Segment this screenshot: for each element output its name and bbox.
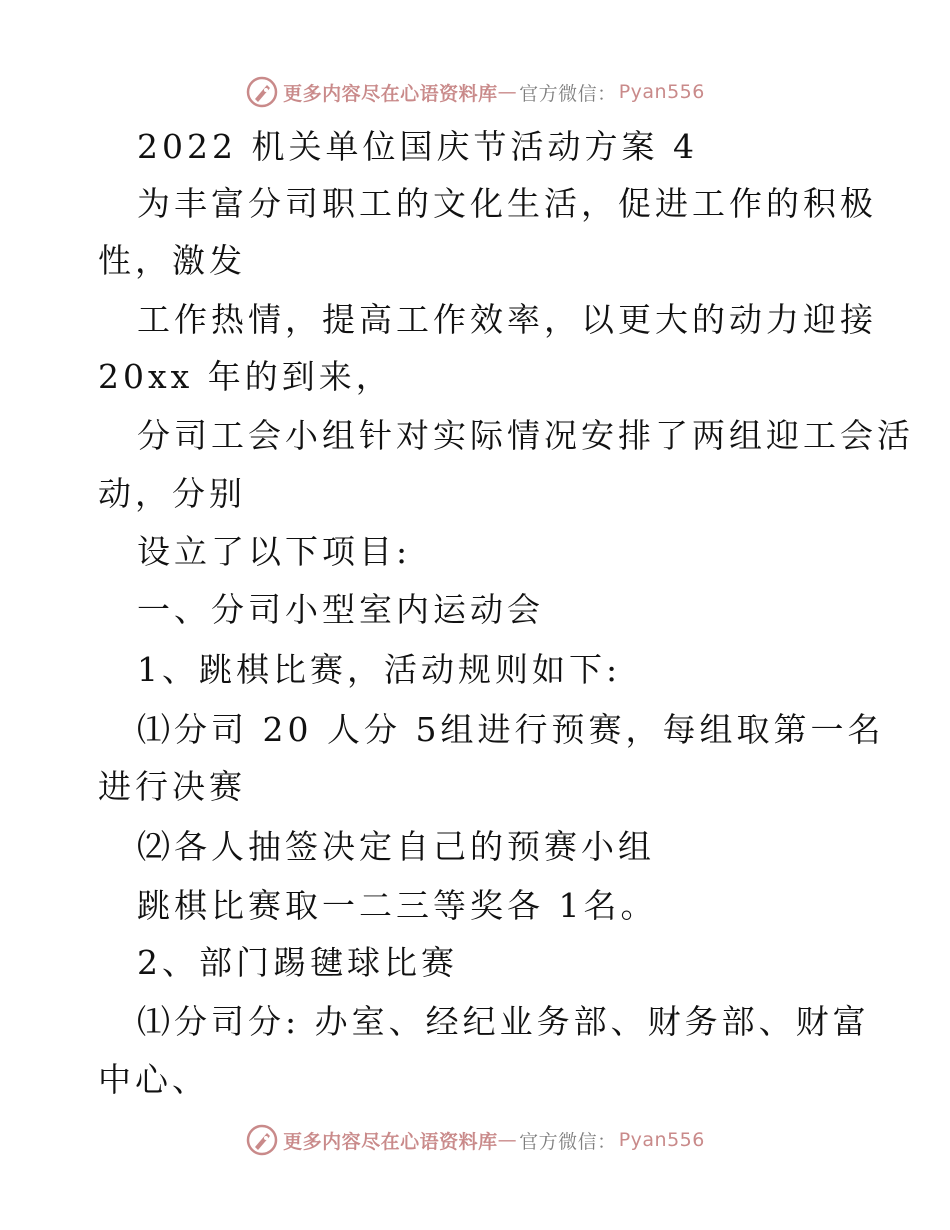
wechat-label: 官方微信： — [519, 82, 617, 105]
footer-watermark — [0, 1120, 950, 1160]
list-item: ⑵各人抽签决定自己的预赛小组 — [137, 827, 655, 866]
list-item: ⑴分司 20 人分 5组进行预赛，每组取第一名 — [137, 710, 885, 749]
section-heading: 一、分司小型室内运动会 — [137, 590, 544, 629]
watermark-text: 更多内容尽在心语资料库 — [283, 82, 498, 105]
paragraph-line: 性，激发 — [98, 241, 246, 280]
list-item: ⑴分司分: 办室、经纪业务部、财务部、财富 — [137, 1002, 870, 1041]
paragraph-line: 跳棋比赛取一二三等奖各 1名。 — [137, 886, 658, 925]
wechat-id: Pyan556 — [618, 81, 705, 103]
list-item-continuation: 中心、 — [98, 1060, 209, 1099]
paragraph-line: 设立了以下项目: — [137, 532, 412, 571]
wechat-label: 官方微信： — [519, 1130, 617, 1153]
paragraph-line: 动，分别 — [98, 474, 246, 513]
watermark-separator: — — [497, 81, 518, 103]
paragraph-line: 20xx 年的到来， — [98, 357, 393, 396]
paragraph-line: 为丰富分司职工的文化生活，促进工作的积极 — [137, 184, 877, 223]
paragraph-line: 分司工会小组针对实际情况安排了两组迎工会活 — [137, 416, 914, 455]
wechat-id: Pyan556 — [618, 1129, 705, 1151]
document-title: 2022 机关单位国庆节活动方案 4 — [137, 127, 698, 166]
watermark-separator: — — [497, 1129, 518, 1151]
pen-nib-logo-icon — [245, 1123, 279, 1157]
watermark-text: 更多内容尽在心语资料库 — [283, 1130, 498, 1153]
subsection-heading: 1、跳棋比赛，活动规则如下: — [137, 650, 622, 689]
subsection-heading: 2、部门踢毽球比赛 — [137, 943, 458, 982]
list-item-continuation: 进行决赛 — [98, 767, 246, 806]
paragraph-line: 工作热情，提高工作效率，以更大的动力迎接 — [137, 300, 877, 339]
